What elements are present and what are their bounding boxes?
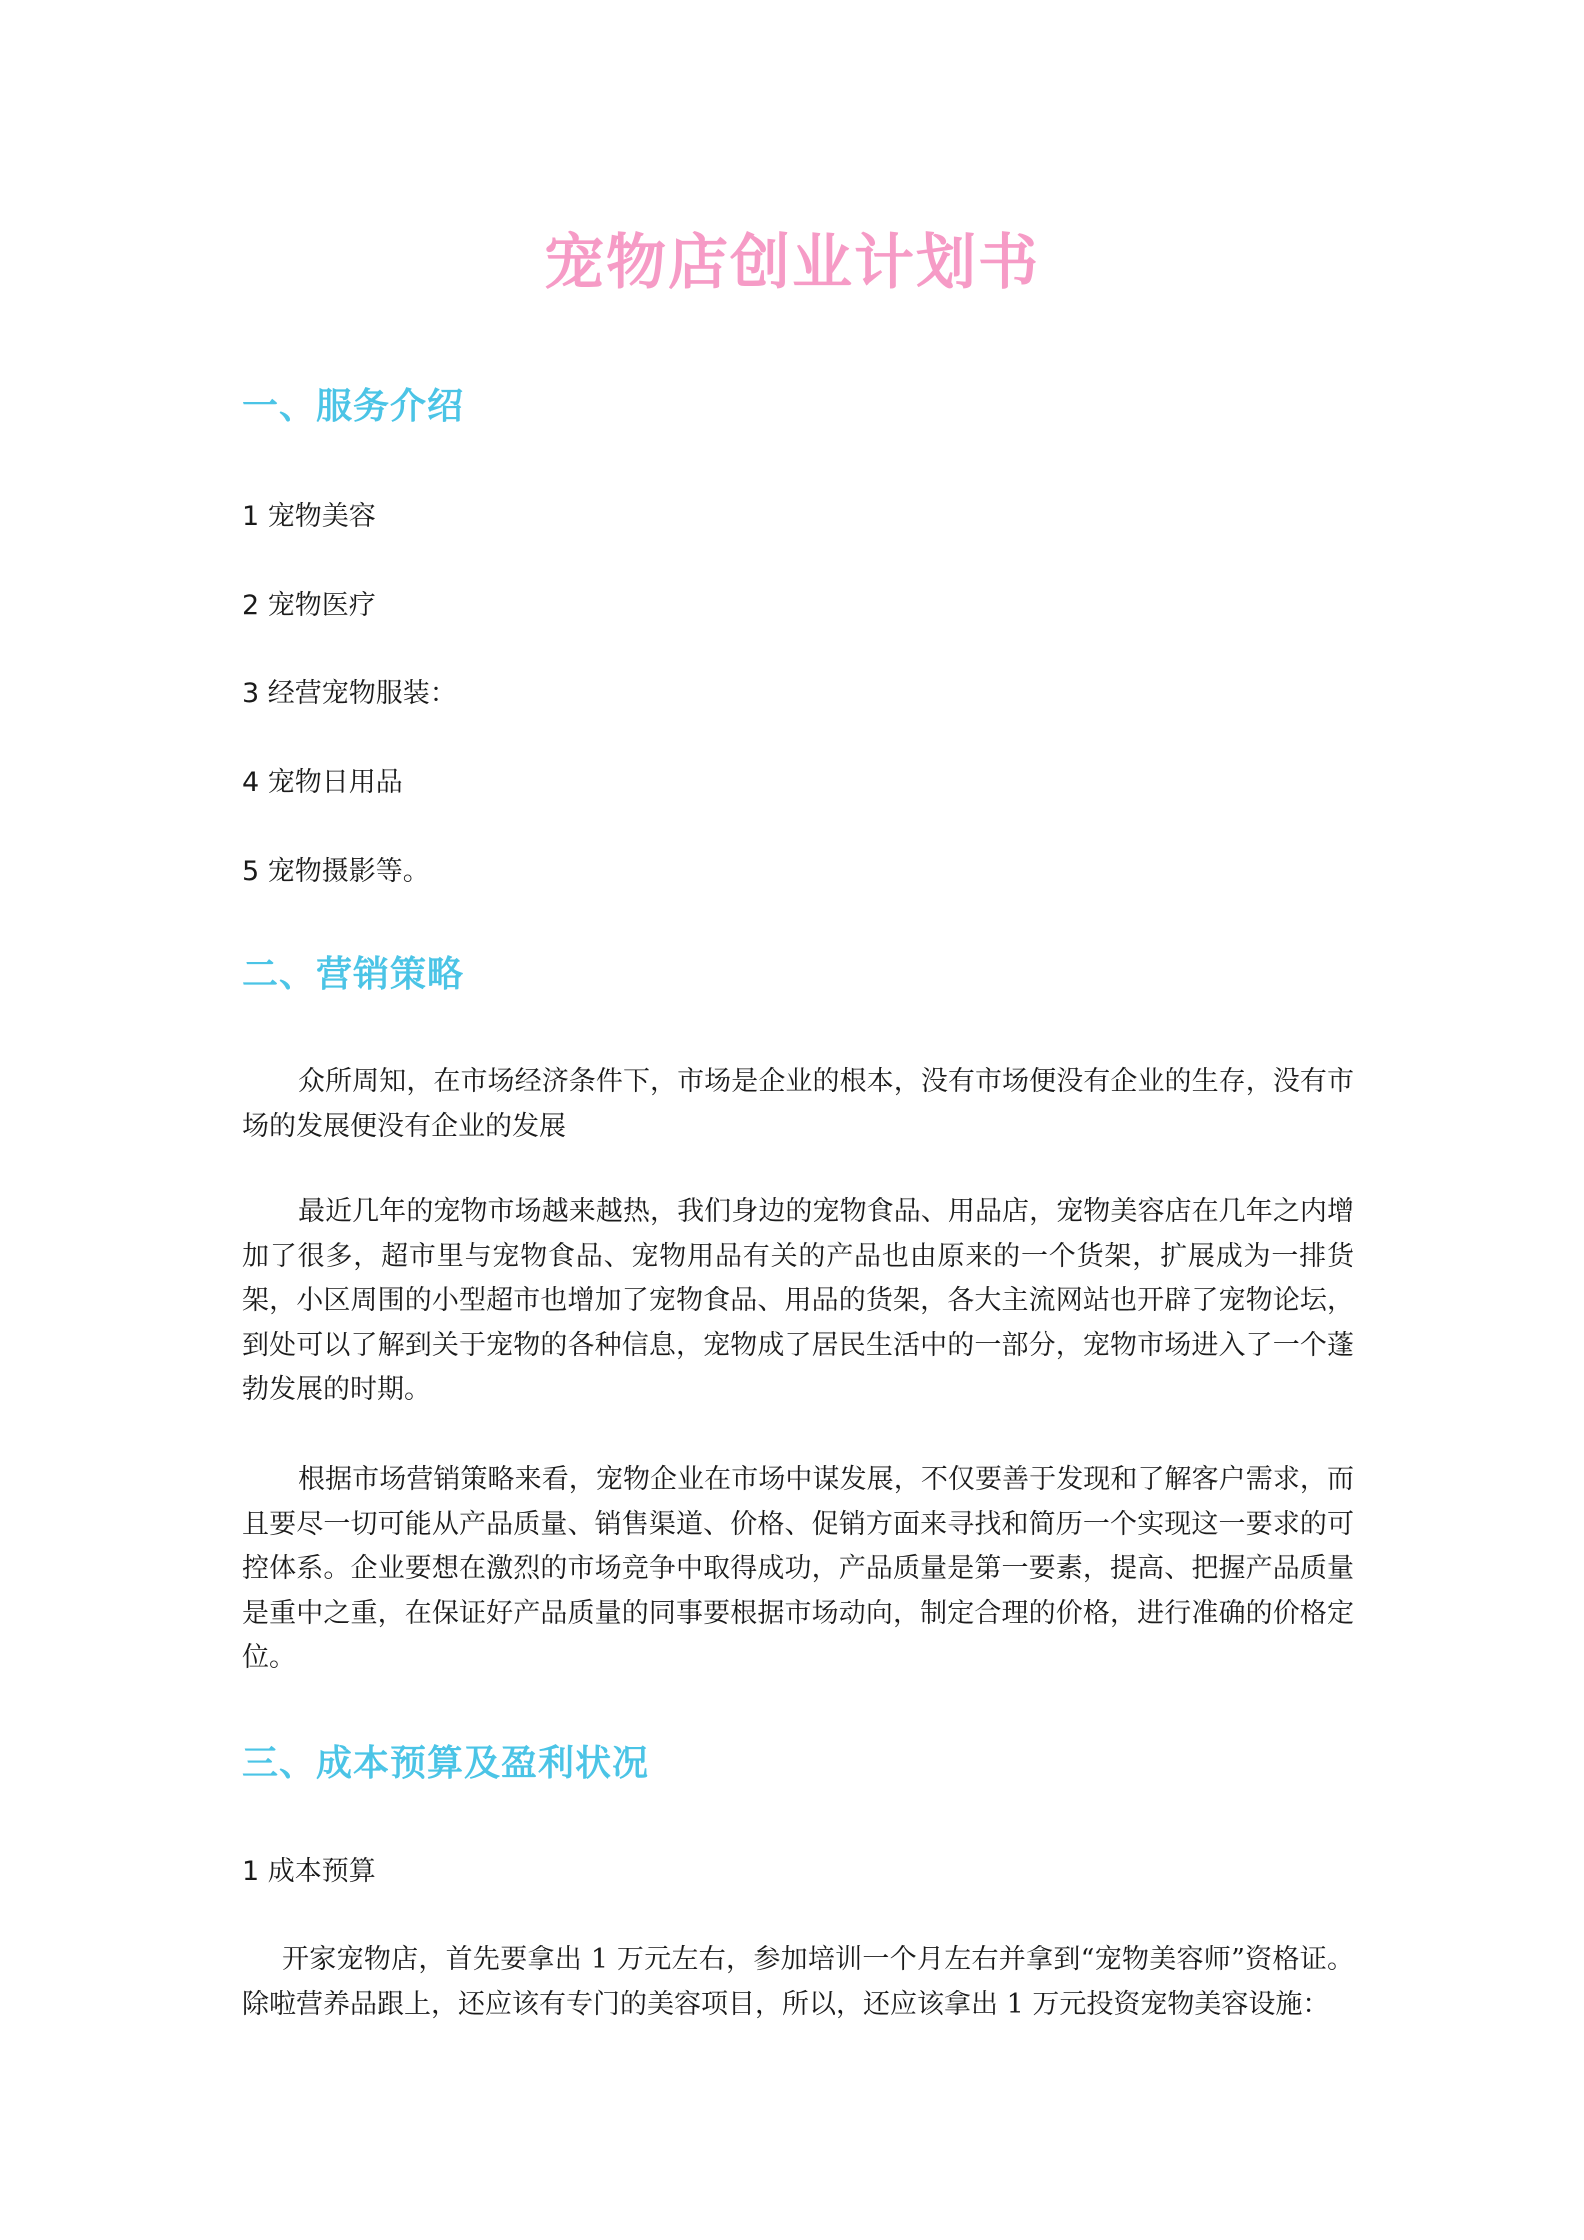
body-paragraph: 开家宠物店，首先要拿出 1 万元左右，参加培训一个月左右并拿到“宠物美容师”资格证。除啦营养品跟上，还应该有专门的美容项目，所以，还应该拿出 1 万元投资宠物美容设施： [242,1944,1354,2020]
list-item-number: 5 [242,856,260,887]
list-item [242,583,376,622]
list-item-number: 4 [242,767,260,798]
list-item [242,671,457,710]
list-item [242,1849,376,1888]
body-paragraph: 众所周知，在市场经济条件下，市场是企业的根本，没有市场便没有企业的生存，没有市场的发展便没有企业的发展 [242,1066,1354,1142]
list-item [242,494,376,533]
body-paragraph: 最近几年的宠物市场越来越热，我们身边的宠物食品、用品店，宠物美容店在几年之内增加了很多，超市里与宠物食品、宠物用品有关的产品也由原来的一个货架，扩展成为一排货架，小区周围的小型超市也增加了宠物食品、用品的货架，各大主流网站也开辟了宠物论坛，到处可以了解到关于宠物的各种信息，宠物成了居民生活中的一部分，宠物市场进入了一个蓬勃发展的时期。 [242,1196,1354,1405]
list-item-text: 宠物美容 [267,501,376,532]
section-heading-marketing: 二、营销策略 [242,954,465,995]
list-item-number: 1 [242,501,260,532]
list-item-number: 3 [242,678,260,709]
list-item-text: 经营宠物服装： [267,678,457,709]
body-paragraph: 根据市场营销策略来看，宠物企业在市场中谋发展，不仅要善于发现和了解客户需求，而且要尽一切可能从产品质量、销售渠道、价格、促销方面来寻找和简历一个实现这一要求的可控体系。企业要想在激烈的市场竞争中取得成功，产品质量是第一要素，提高、把握产品质量是重中之重，在保证好产品质量的同事要根据市场动向，制定合理的价格，进行准确的价格定位。 [242,1464,1354,1673]
list-item-text: 宠物医疗 [267,590,376,621]
section-heading-cost-budget: 三、成本预算及盈利状况 [242,1743,650,1784]
list-item-text: 宠物摄影等。 [267,856,430,887]
list-item-number: 1 [242,1856,260,1887]
list-item [242,760,403,799]
document-title: 宠物店创业计划书 [544,228,1040,298]
list-item-text: 宠物日用品 [267,767,403,798]
list-item-number: 2 [242,590,260,621]
list-item [242,849,430,888]
list-item-text: 成本预算 [267,1856,376,1887]
section-heading-services: 一、服务介绍 [242,386,465,427]
